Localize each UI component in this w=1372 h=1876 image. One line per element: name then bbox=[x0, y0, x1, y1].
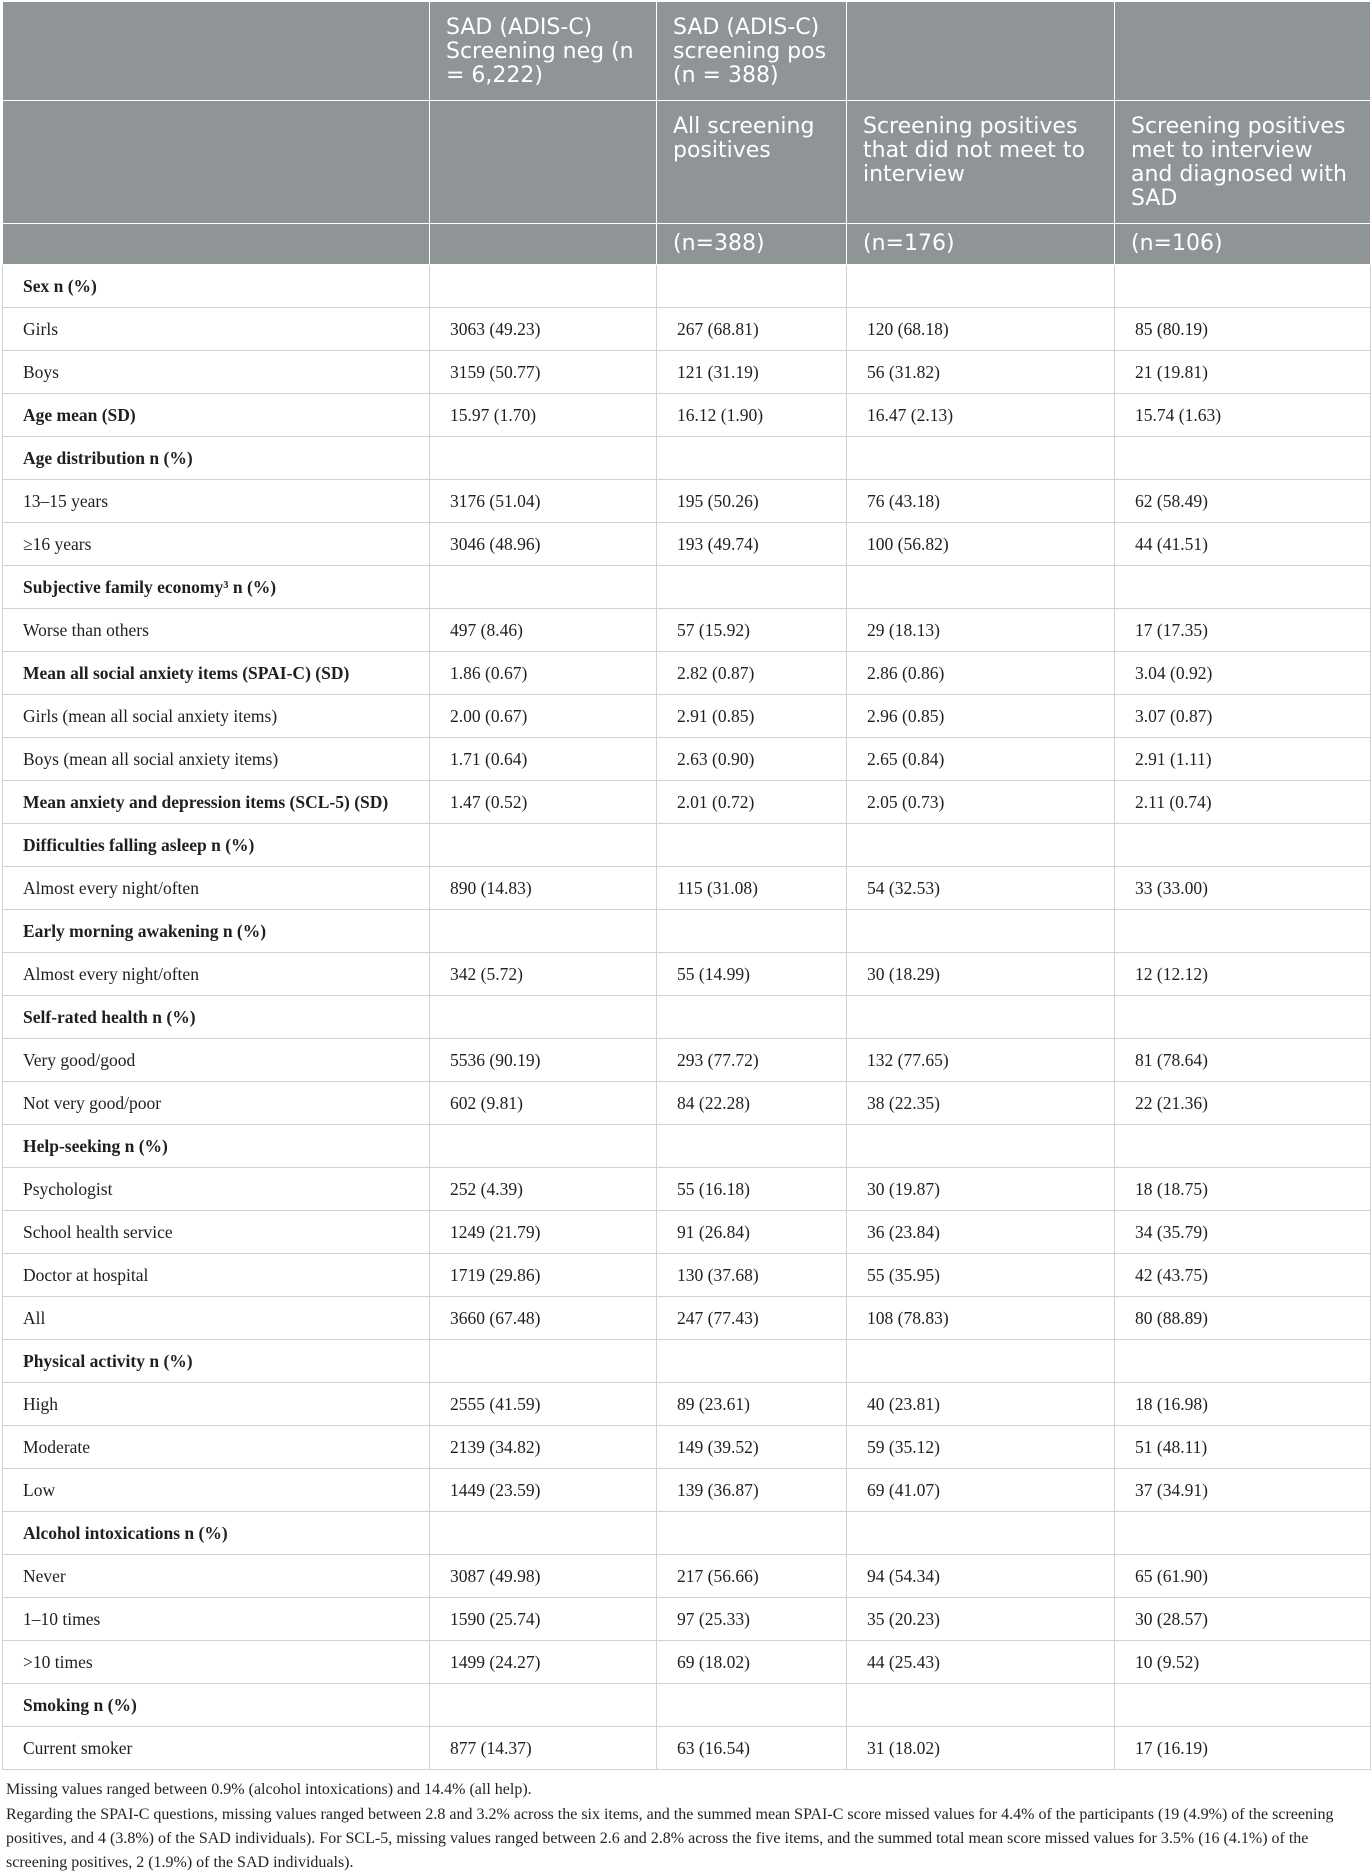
row-label: Early morning awakening n (%) bbox=[3, 910, 430, 953]
table-cell: 2.11 (0.74) bbox=[1115, 781, 1371, 824]
table-cell: 15.97 (1.70) bbox=[430, 394, 657, 437]
table-cell: 100 (56.82) bbox=[847, 523, 1115, 566]
row-label: Moderate bbox=[3, 1426, 430, 1469]
section-row bbox=[3, 996, 1371, 1039]
table-cell: 890 (14.83) bbox=[430, 867, 657, 910]
row-label: Very good/good bbox=[3, 1039, 430, 1082]
table-cell: 5536 (90.19) bbox=[430, 1039, 657, 1082]
table-cell: 35 (20.23) bbox=[847, 1598, 1115, 1641]
table-cell bbox=[657, 1340, 847, 1383]
table-row bbox=[3, 1727, 1371, 1770]
header-cell: Screening positives that did not meet to interview bbox=[847, 101, 1115, 224]
row-label: Sex n (%) bbox=[3, 265, 430, 308]
table-cell bbox=[847, 265, 1115, 308]
table-cell: 132 (77.65) bbox=[847, 1039, 1115, 1082]
table-cell: 1590 (25.74) bbox=[430, 1598, 657, 1641]
row-label: ≥16 years bbox=[3, 523, 430, 566]
row-label: Age distribution n (%) bbox=[3, 437, 430, 480]
table-row bbox=[3, 1598, 1371, 1641]
table-cell: 30 (18.29) bbox=[847, 953, 1115, 996]
table-cell: 2.05 (0.73) bbox=[847, 781, 1115, 824]
table-cell bbox=[657, 910, 847, 953]
table-cell: 10 (9.52) bbox=[1115, 1641, 1371, 1684]
table-cell: 2.63 (0.90) bbox=[657, 738, 847, 781]
table-cell: 121 (31.19) bbox=[657, 351, 847, 394]
table-cell: 62 (58.49) bbox=[1115, 480, 1371, 523]
table-cell bbox=[847, 996, 1115, 1039]
table-cell: 1.86 (0.67) bbox=[430, 652, 657, 695]
row-label: Girls (mean all social anxiety items) bbox=[3, 695, 430, 738]
table-cell: 29 (18.13) bbox=[847, 609, 1115, 652]
table-cell: 2.86 (0.86) bbox=[847, 652, 1115, 695]
table-cell: 3660 (67.48) bbox=[430, 1297, 657, 1340]
table-cell: 57 (15.92) bbox=[657, 609, 847, 652]
header-row bbox=[3, 2, 1371, 101]
row-label: Psychologist bbox=[3, 1168, 430, 1211]
table-header bbox=[3, 2, 1371, 265]
table-cell bbox=[430, 265, 657, 308]
header-cell bbox=[1115, 2, 1371, 101]
table-cell bbox=[847, 1340, 1115, 1383]
row-label: Difficulties falling asleep n (%) bbox=[3, 824, 430, 867]
table-cell: 55 (35.95) bbox=[847, 1254, 1115, 1297]
table-cell: 16.12 (1.90) bbox=[657, 394, 847, 437]
table-cell: 21 (19.81) bbox=[1115, 351, 1371, 394]
row-label: Not very good/poor bbox=[3, 1082, 430, 1125]
footnote: Regarding the SPAI-C questions, missing values ranged between 2.8 and 3.2% across the six items, and the summed mean SPAI-C score missed values for 4.4% of the participants (19 (4.9%) of the screening positives, and 4 (3.8%) of the SAD individuals). For SCL-5, missing values ranged between 2.6 and 2.8% across the five items, and the summed total mean score missed values for 3.5% (16 (4.1%) of the screening positives, 2 (1.9%) of the SAD individuals). bbox=[6, 1806, 1334, 1871]
table-cell: 16.47 (2.13) bbox=[847, 394, 1115, 437]
table-cell: 65 (61.90) bbox=[1115, 1555, 1371, 1598]
table-cell bbox=[847, 566, 1115, 609]
row-label: Help-seeking n (%) bbox=[3, 1125, 430, 1168]
table-cell: 1.71 (0.64) bbox=[430, 738, 657, 781]
row-label: Doctor at hospital bbox=[3, 1254, 430, 1297]
table-cell bbox=[847, 824, 1115, 867]
table-row bbox=[3, 1641, 1371, 1684]
table-cell bbox=[1115, 1512, 1371, 1555]
table-cell: 139 (36.87) bbox=[657, 1469, 847, 1512]
table-cell: 69 (41.07) bbox=[847, 1469, 1115, 1512]
table-cell: 252 (4.39) bbox=[430, 1168, 657, 1211]
table-row bbox=[3, 867, 1371, 910]
row-label: 13–15 years bbox=[3, 480, 430, 523]
table-cell bbox=[657, 996, 847, 1039]
table-row bbox=[3, 1039, 1371, 1082]
row-label: High bbox=[3, 1383, 430, 1426]
header-cell: Screening positives met to interview and diagnosed with SAD bbox=[1115, 101, 1371, 224]
table-cell: 38 (22.35) bbox=[847, 1082, 1115, 1125]
table-cell: 120 (68.18) bbox=[847, 308, 1115, 351]
table-cell: 293 (77.72) bbox=[657, 1039, 847, 1082]
table-cell bbox=[1115, 1684, 1371, 1727]
header-cell: (n=176) bbox=[847, 224, 1115, 265]
table-row bbox=[3, 351, 1371, 394]
table-cell: 3063 (49.23) bbox=[430, 308, 657, 351]
row-label: 1–10 times bbox=[3, 1598, 430, 1641]
table-cell: 2.82 (0.87) bbox=[657, 652, 847, 695]
table-cell bbox=[1115, 910, 1371, 953]
table-cell: 31 (18.02) bbox=[847, 1727, 1115, 1770]
table-cell: 54 (32.53) bbox=[847, 867, 1115, 910]
table-cell: 85 (80.19) bbox=[1115, 308, 1371, 351]
table-cell bbox=[1115, 824, 1371, 867]
data-table bbox=[2, 2, 1371, 1770]
table-cell bbox=[430, 1684, 657, 1727]
table-cell: 44 (25.43) bbox=[847, 1641, 1115, 1684]
table-row bbox=[3, 1297, 1371, 1340]
table-cell: 18 (18.75) bbox=[1115, 1168, 1371, 1211]
table-cell bbox=[430, 910, 657, 953]
header-cell: (n=106) bbox=[1115, 224, 1371, 265]
table-cell: 2.96 (0.85) bbox=[847, 695, 1115, 738]
table-cell: 33 (33.00) bbox=[1115, 867, 1371, 910]
table-cell bbox=[847, 1512, 1115, 1555]
table-cell: 3046 (48.96) bbox=[430, 523, 657, 566]
table-cell: 55 (14.99) bbox=[657, 953, 847, 996]
table-row bbox=[3, 695, 1371, 738]
row-label: Mean all social anxiety items (SPAI-C) (SD) bbox=[3, 652, 430, 695]
table-cell bbox=[1115, 1125, 1371, 1168]
table-cell: 2.91 (0.85) bbox=[657, 695, 847, 738]
table-cell: 37 (34.91) bbox=[1115, 1469, 1371, 1512]
row-label: Never bbox=[3, 1555, 430, 1598]
table-cell: 149 (39.52) bbox=[657, 1426, 847, 1469]
table-row bbox=[3, 1383, 1371, 1426]
row-label: Age mean (SD) bbox=[3, 394, 430, 437]
table-cell: 30 (28.57) bbox=[1115, 1598, 1371, 1641]
header-cell: SAD (ADIS-C) Screening neg (n = 6,222) bbox=[430, 2, 657, 101]
row-label: Alcohol intoxications n (%) bbox=[3, 1512, 430, 1555]
table-row bbox=[3, 738, 1371, 781]
table-row bbox=[3, 1555, 1371, 1598]
table-cell: 59 (35.12) bbox=[847, 1426, 1115, 1469]
table-cell: 34 (35.79) bbox=[1115, 1211, 1371, 1254]
row-label: Worse than others bbox=[3, 609, 430, 652]
header-cell bbox=[3, 224, 430, 265]
header-cell bbox=[430, 101, 657, 224]
table-cell: 193 (49.74) bbox=[657, 523, 847, 566]
table-footnotes bbox=[2, 1770, 1370, 1875]
table-cell: 2139 (34.82) bbox=[430, 1426, 657, 1469]
table-cell bbox=[430, 566, 657, 609]
table-cell: 40 (23.81) bbox=[847, 1383, 1115, 1426]
row-label: Subjective family economy³ n (%) bbox=[3, 566, 430, 609]
table-cell bbox=[847, 437, 1115, 480]
table-cell bbox=[657, 566, 847, 609]
table-cell bbox=[847, 1125, 1115, 1168]
section-row bbox=[3, 394, 1371, 437]
section-row bbox=[3, 1125, 1371, 1168]
header-cell: SAD (ADIS-C) screening pos (n = 388) bbox=[657, 2, 847, 101]
table-cell: 30 (19.87) bbox=[847, 1168, 1115, 1211]
section-row bbox=[3, 437, 1371, 480]
row-label: Smoking n (%) bbox=[3, 1684, 430, 1727]
table-row bbox=[3, 1082, 1371, 1125]
table-cell: 1449 (23.59) bbox=[430, 1469, 657, 1512]
section-row bbox=[3, 910, 1371, 953]
section-row bbox=[3, 265, 1371, 308]
table-row bbox=[3, 1211, 1371, 1254]
table-cell: 3159 (50.77) bbox=[430, 351, 657, 394]
header-cell bbox=[847, 2, 1115, 101]
table-cell: 2.91 (1.11) bbox=[1115, 738, 1371, 781]
table-cell: 97 (25.33) bbox=[657, 1598, 847, 1641]
table-cell: 2555 (41.59) bbox=[430, 1383, 657, 1426]
table-cell: 84 (22.28) bbox=[657, 1082, 847, 1125]
header-row bbox=[3, 224, 1371, 265]
table-cell: 3.04 (0.92) bbox=[1115, 652, 1371, 695]
table-cell: 76 (43.18) bbox=[847, 480, 1115, 523]
row-label: Physical activity n (%) bbox=[3, 1340, 430, 1383]
table-cell: 342 (5.72) bbox=[430, 953, 657, 996]
section-row bbox=[3, 1684, 1371, 1727]
header-cell bbox=[430, 224, 657, 265]
row-label: Almost every night/often bbox=[3, 867, 430, 910]
table-cell bbox=[657, 437, 847, 480]
table-cell: 15.74 (1.63) bbox=[1115, 394, 1371, 437]
table-cell: 63 (16.54) bbox=[657, 1727, 847, 1770]
table-cell bbox=[430, 996, 657, 1039]
table-cell: 1719 (29.86) bbox=[430, 1254, 657, 1297]
row-label: All bbox=[3, 1297, 430, 1340]
table-cell: 115 (31.08) bbox=[657, 867, 847, 910]
table-cell bbox=[430, 1340, 657, 1383]
table-cell: 1249 (21.79) bbox=[430, 1211, 657, 1254]
header-row bbox=[3, 101, 1371, 224]
table-row bbox=[3, 1469, 1371, 1512]
table-cell bbox=[657, 824, 847, 867]
table-cell: 18 (16.98) bbox=[1115, 1383, 1371, 1426]
row-label: Low bbox=[3, 1469, 430, 1512]
table-row bbox=[3, 523, 1371, 566]
table-cell: 42 (43.75) bbox=[1115, 1254, 1371, 1297]
table-cell: 17 (17.35) bbox=[1115, 609, 1371, 652]
table-cell: 44 (41.51) bbox=[1115, 523, 1371, 566]
section-row bbox=[3, 652, 1371, 695]
header-cell: (n=388) bbox=[657, 224, 847, 265]
table-cell bbox=[1115, 996, 1371, 1039]
table-row bbox=[3, 609, 1371, 652]
section-row bbox=[3, 781, 1371, 824]
table-cell bbox=[657, 265, 847, 308]
table-cell: 22 (21.36) bbox=[1115, 1082, 1371, 1125]
row-label: Self-rated health n (%) bbox=[3, 996, 430, 1039]
table-row bbox=[3, 480, 1371, 523]
table-cell: 2.01 (0.72) bbox=[657, 781, 847, 824]
section-row bbox=[3, 1340, 1371, 1383]
table-cell bbox=[430, 437, 657, 480]
table-cell: 3176 (51.04) bbox=[430, 480, 657, 523]
section-row bbox=[3, 1512, 1371, 1555]
table-cell bbox=[430, 1512, 657, 1555]
table-cell bbox=[430, 824, 657, 867]
table-cell: 1499 (24.27) bbox=[430, 1641, 657, 1684]
table-cell: 217 (56.66) bbox=[657, 1555, 847, 1598]
table-cell: 3087 (49.98) bbox=[430, 1555, 657, 1598]
table-cell: 80 (88.89) bbox=[1115, 1297, 1371, 1340]
section-row bbox=[3, 566, 1371, 609]
row-label: Boys (mean all social anxiety items) bbox=[3, 738, 430, 781]
table-cell: 36 (23.84) bbox=[847, 1211, 1115, 1254]
table-cell bbox=[847, 910, 1115, 953]
table-cell bbox=[1115, 265, 1371, 308]
row-label: Almost every night/often bbox=[3, 953, 430, 996]
table-cell bbox=[657, 1512, 847, 1555]
table-cell: 2.00 (0.67) bbox=[430, 695, 657, 738]
table-cell: 1.47 (0.52) bbox=[430, 781, 657, 824]
table-cell: 877 (14.37) bbox=[430, 1727, 657, 1770]
table-row bbox=[3, 1254, 1371, 1297]
table-cell: 56 (31.82) bbox=[847, 351, 1115, 394]
table-cell: 602 (9.81) bbox=[430, 1082, 657, 1125]
table-cell bbox=[1115, 437, 1371, 480]
table-cell: 81 (78.64) bbox=[1115, 1039, 1371, 1082]
table-container bbox=[2, 2, 1370, 1876]
table-cell: 2.65 (0.84) bbox=[847, 738, 1115, 781]
table-cell bbox=[657, 1684, 847, 1727]
table-cell: 89 (23.61) bbox=[657, 1383, 847, 1426]
table-cell: 130 (37.68) bbox=[657, 1254, 847, 1297]
row-label: Mean anxiety and depression items (SCL-5) (SD) bbox=[3, 781, 430, 824]
table-cell bbox=[657, 1125, 847, 1168]
table-cell: 51 (48.11) bbox=[1115, 1426, 1371, 1469]
table-cell: 108 (78.83) bbox=[847, 1297, 1115, 1340]
table-cell: 3.07 (0.87) bbox=[1115, 695, 1371, 738]
table-cell bbox=[1115, 1340, 1371, 1383]
table-cell: 94 (54.34) bbox=[847, 1555, 1115, 1598]
header-cell bbox=[3, 2, 430, 101]
header-cell: All screening positives bbox=[657, 101, 847, 224]
row-label: Current smoker bbox=[3, 1727, 430, 1770]
table-cell: 91 (26.84) bbox=[657, 1211, 847, 1254]
table-cell: 247 (77.43) bbox=[657, 1297, 847, 1340]
table-cell: 195 (50.26) bbox=[657, 480, 847, 523]
table-cell: 12 (12.12) bbox=[1115, 953, 1371, 996]
footnote: Missing values ranged between 0.9% (alcohol intoxications) and 14.4% (all help). bbox=[6, 1781, 532, 1798]
table-body bbox=[3, 265, 1371, 1770]
table-cell: 17 (16.19) bbox=[1115, 1727, 1371, 1770]
table-cell bbox=[430, 1125, 657, 1168]
section-row bbox=[3, 824, 1371, 867]
table-row bbox=[3, 953, 1371, 996]
table-cell: 267 (68.81) bbox=[657, 308, 847, 351]
header-cell bbox=[3, 101, 430, 224]
row-label: >10 times bbox=[3, 1641, 430, 1684]
table-row bbox=[3, 1168, 1371, 1211]
table-cell: 497 (8.46) bbox=[430, 609, 657, 652]
table-row bbox=[3, 1426, 1371, 1469]
row-label: Boys bbox=[3, 351, 430, 394]
table-row bbox=[3, 308, 1371, 351]
table-cell bbox=[1115, 566, 1371, 609]
table-cell: 55 (16.18) bbox=[657, 1168, 847, 1211]
table-cell bbox=[847, 1684, 1115, 1727]
row-label: Girls bbox=[3, 308, 430, 351]
table-cell: 69 (18.02) bbox=[657, 1641, 847, 1684]
row-label: School health service bbox=[3, 1211, 430, 1254]
